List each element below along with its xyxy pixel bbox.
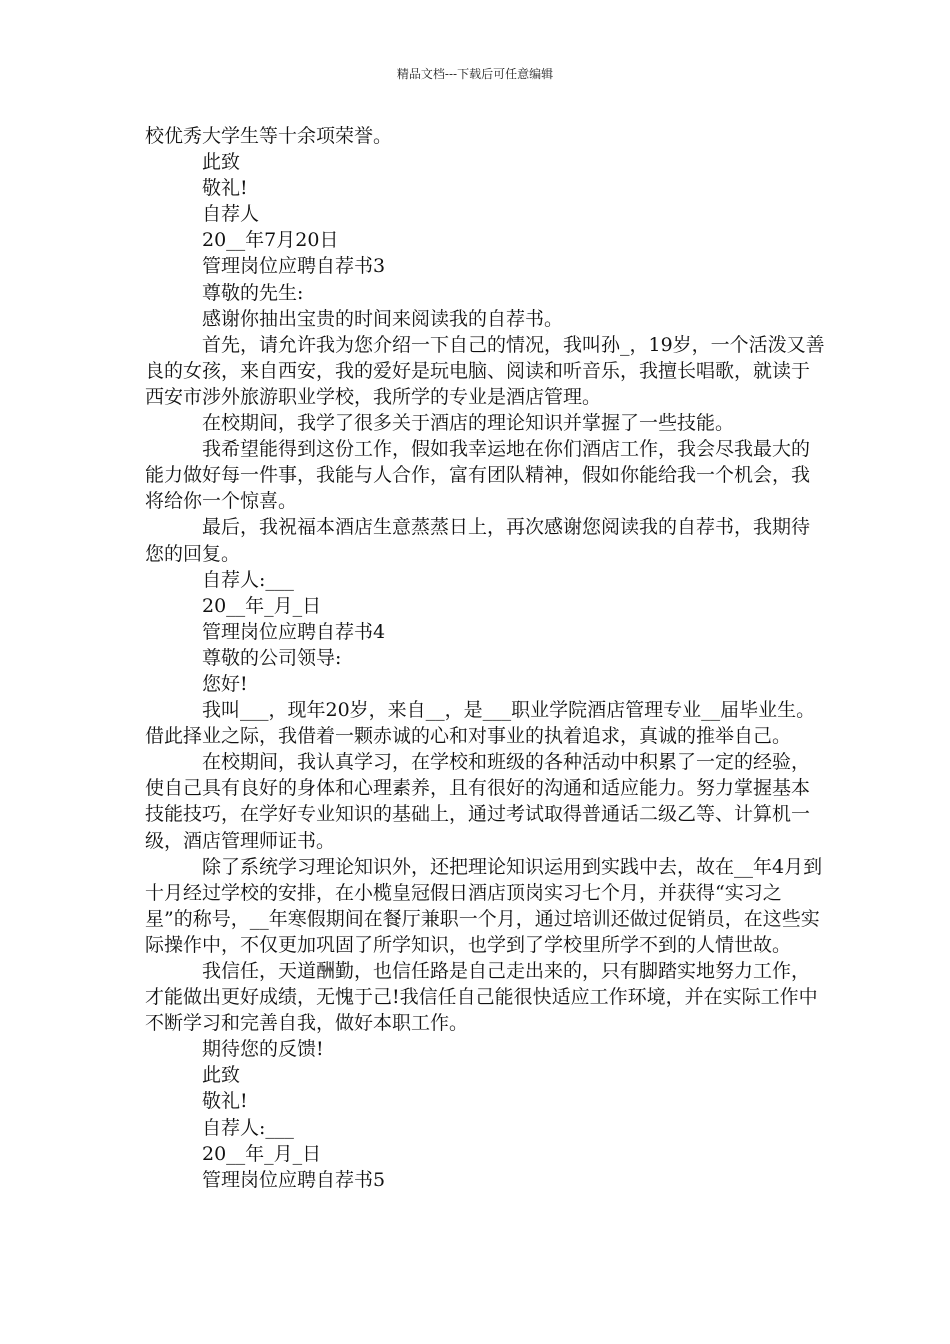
paragraph: 自荐人:___ [202,568,294,591]
paragraph: 此致 [202,151,241,174]
paragraph: 敬礼! [202,177,248,200]
paragraph: 我信任，天道酬勤，也信任路是自己走出来的，只有脚踏实地努力工作，才能做出更好成绩，无愧于己!我信任自己能很快适应工作环境，并在实际工作中不断学习和完善自我，做好本职工作。 [145,960,818,1035]
paragraph: 管理岗位应聘自荐书5 [202,1168,386,1191]
paragraph: 管理岗位应聘自荐书3 [202,255,386,278]
page-header: 精品文档---下载后可任意编辑 [396,67,554,81]
paragraph: 20__年_月_日 [202,1142,322,1165]
paragraph: 感谢你抽出宝贵的时间来阅读我的自荐书。 [202,307,564,330]
paragraph: 我希望能得到这份工作，假如我幸运地在你们酒店工作，我会尽我最大的能力做好每一件事，我能与人合作，富有团队精神，假如你能给我一个机会，我将给你一个惊喜。 [145,438,811,513]
paragraph: 期待您的反馈! [202,1038,324,1061]
paragraph: 20__年7月20日 [202,229,339,252]
paragraph: 尊敬的先生: [202,281,304,304]
paragraph: 除了系统学习理论知识外，还把理论知识运用到实践中去，故在__年4月到十月经过学校的安排，在小榄皇冠假日酒店顶岗实习七个月，并获得“实习之星”的称号，__年寒假期间在餐厅兼职一个月，通过培训还做过促销员，在这些实际操作中，不仅更加巩固了所学知识，也学到了学校里所学不到的人情世故。 [145,855,823,956]
paragraph: 尊敬的公司领导: [202,646,342,669]
paragraph: 自荐人:___ [202,1116,294,1139]
document-body [145,123,825,1193]
paragraph: 在校期间，我学了很多关于酒店的理论知识并掌握了一些技能。 [202,412,735,435]
paragraph: 我叫___，现年20岁，来自__，是___职业学院酒店管理专业__届毕业生。借此择业之际，我借着一颗赤诚的心和对事业的执着追求，真诚的推举自己。 [145,699,816,748]
paragraph: 此致 [202,1064,241,1087]
paragraph: 敬礼! [202,1090,248,1113]
paragraph: 自荐人 [202,203,260,226]
paragraph: 20__年_月_日 [202,594,322,617]
paragraph: 首先，请允许我为您介绍一下自己的情况，我叫孙_，19岁，一个活泼又善良的女孩，来自西安，我的爱好是玩电脑、阅读和听音乐，我擅长唱歌，就读于西安市涉外旅游职业学校，我所学的专业是酒店管理。 [145,333,825,408]
paragraph: 最后，我祝福本酒店生意蒸蒸日上，再次感谢您阅读我的自荐书，我期待您的回复。 [145,516,811,565]
paragraph: 管理岗位应聘自荐书4 [202,620,386,643]
paragraph: 校优秀大学生等十余项荣誉。 [145,125,393,147]
paragraph: 您好! [202,672,248,695]
paragraph: 在校期间，我认真学习，在学校和班级的各种活动中积累了一定的经验，使自己具有良好的身体和心理素养，且有很好的沟通和适应能力。努力掌握基本技能技巧，在学好专业知识的基础上，通过考试取得普通话二级乙等、计算机一级，酒店管理师证书。 [145,751,811,852]
